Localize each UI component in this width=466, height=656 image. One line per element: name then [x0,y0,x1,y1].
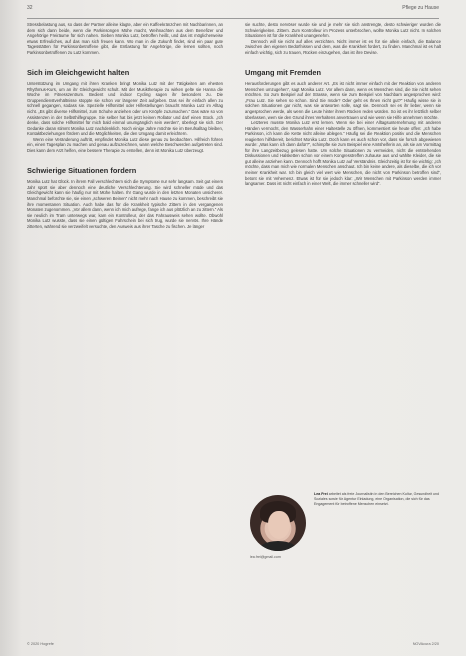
header-rule [27,18,439,19]
section-title: Pflege zu Hause [402,5,439,11]
heading-schwierige-situationen: Schwierige Situationen fordern [27,166,137,176]
paragraph: Dennoch will sie nicht auf alles verzichten. Nicht immer ist es für sie allein einfach, die Balance zwischen den eigenen Bedürfnissen und dem, was die Krankheit fordert, zu finden. Manchmal ist es halt einfach wichtig, sich zu trauen, Rücken einzugehen, das ist ihre Devise. [245,38,441,55]
page-header [27,5,439,19]
paragraph: Wenn eine Veränderung auftritt, empfindet Monika Lutz diese genau zu beobachten. Hilfreich führen ein, einen Tagesplan zu machen und genau aufzuzeichnen, wann welche Beschwerden aufgetreten sind. Dies kann dem Arzt helfen, eine bessere Therapie zu erstellen, denn ist Monika Lutz überzeugt. [27,136,223,153]
author-box [250,492,440,562]
paragraph: Letzteres musste Monika Lutz erst lernen. Wenn sie bei einer Alltagsunternehmung mit anderen Händen vermocht, den Wasserhahn einer Haltestelle zu öffnen, kommentiert sie heute offen: „Ich habe Parkinson, ich kann die Kette nicht alleine ablegen.“ Häufig sei die Reaktion positiv und die Menschen reagierten hilfsbereit, berichtet Monika Lutz. Doch kann es auch schon vor, dass sie forsch abgewiesen wurde: „Was kann ich dann dafür?“, schimpfte sie zum Beispiel eine Amtshelferin an, als sie am Vormittag für ihre Langzeitbezug gelesen hatte. Um solche Situationen zu vermeiden, nicht die entstehenden Diskussionen und Halsketten schon vor einem Kongresstreffen zuhause aus und wählte Kleider, die sie gut alleine anziehen kann. Dennoch hofft Monika Lutz auf Verständnis. Gleichzeitig ist für sie wichtig: „Ich möchte, dass man mich wie normalen Menschen anschaut. Ich bin keine andere, als dieselbe, die ich vor meiner Krankheit war. Ich bin gleich viel wert wie Menschen, die nicht von Parkinson betroffen sind“, betont sie mit Vehemenz. Etwas ist für sie jedoch klar: „Wir Menschen mit Parkinson werden immer langsamer. Dass ist nicht einfach in einer Welt, die immer schneller wird“. [245,120,441,187]
author-email: lea.frei@gmail.com [250,555,281,559]
paragraph: Herausforderungen gibt es auch anderer Art. „Es ist nicht immer einfach mit der Reaktion von anderen Menschen umzugehen“, sagt Monika Lutz. Vor allem dann, wenn es Menschen sind, die Sie nicht sehen möchten. So zum Beispiel auf der Strasse, wenn sie zum Beispiel von Nachbarn angesprochen wird: „Frau Lutz. Sie sehen so schon. Sind Sie müde? Oder geht es Ihnen nicht gut?“ Häufig wisse sie in solchen Situationen gar nicht, was sie antworten solle, sagt sie. Dennoch sei es ihr lieber, wenn sie angesprochen werde, als wenn die Leute hinter ihrem Rücken reden würden. So ist es ihr letztlich selber überlassen, wem sie den Grund ihres Verhaltens anvertrauen und wie wenn sie Hilfe annehmen möchte. [245,81,441,120]
left-column [27,22,223,229]
copyright: © 2020 Hogrefe [27,642,54,646]
heading-umgang-mit-fremden: Umgang mit Fremden [245,68,321,78]
heading-gleichgewicht: Sich im Gleichgewicht halten [27,68,130,78]
paragraph: Monika Lutz hat Glück. In ihrem Fall verschlechtern sich die Symptome nur sehr langsam. Seit gut einem Jahr spürt sie aber dennoch eine deutliche Verschlechterung. Sie wird schneller müde und das Gleichgewicht kann sie häufig nur mit Mühe halten. Ihr Gang wurde in den letzten Monaten unsicherer. Manchmal befürchte sie, sie einen „schweren Beinen“ nicht mehr nach Hause zu kommen, beschreibt sie ihre momentanen Situation. Auch habe das für die Krankheit typische Zittern in den vergangenen Monaten zugenommen. „Vor allem dann, wenn ich mich aufrege, fange ich aus plötzlich an zu zittern.“ Als sie neulich im Tram unterwegs war, kam ein Kontrolleur, der das Fahrausweis sehen wollte. Obwohl Monika Lutz wusste, dass sie einen gültigen Fahrschein bei sich trug, wurde sie nervös. Ihre Hände zitterten, während sie verzweifelt versuchte, den Ausweis aus ihrer Tasche zu fischen. Je länger [27,179,223,229]
author-avatar [250,495,306,551]
page-footer [27,642,439,650]
left-intro-paragraph: Stressbelastung aus, so dass der Partner alleine klagte, aber ein Kaffeekränzchen mit Nachbarinnen, an dem sich dann beide, wenn die Parkinsongen Mühe macht, Weihnachten aus dem Benefizer und Angehörige Freiräume für sich nahen. Sieben Monika Lutz, betroffen heißt, und das ist möglicherweise etwas Erfreuliches, auf das man sich freuen kann. Wo man in die Zukunft findet, sind ein paar gute Tagesstätten für Parkinsonbetroffene gibt, die Entlastung für Angehörige, die lernen sollten, noch Parkinsonbetroffenen zu Lutz kommen. [27,22,223,55]
right-column [245,22,441,187]
author-bio [314,492,442,508]
author-bio-text: arbeitet als freie Journalistin in den Bereichen Kultur, Gesundheit und Soziales sowie für Agentur Einladung, eine Organisation, die sich für das Engagement für betroffene Menschen einsetzt. [314,492,440,507]
page-number: 32 [27,5,33,11]
right-intro-paragraph: sie suchte, desto nervöser wurde sie und je mehr sie sich anstrengte, desto schwieriger wurden die Schwierigkeiten. Zittern. Zum Kontrolleur im Prozess unterbrochen, wollte Monika Lutz nicht. In solchen Situationen ist für die Krankheit unangenehm. [245,22,441,39]
author-name: Lea Frei [314,492,329,496]
issue-label: NOVAcura 2/20 [412,642,439,646]
paragraph: Unterstützung im Umgang mit ihren Kranken bringt Monika Lutz mit der Tätigkeiten am ehesten Rhythmus-Kurs, um an ihr Gleichgewicht schult. Mit der Musiktherapie zu wirken gelte sie Hanna die Woche im Fitnesszentrum. Bedient und indoor Cycling sagen ihr besonders zu. Die Gruppendienstverhältnisse stoppte sie schon vor längerer Zeit aufgeben. Das sei ihr einfach allen zu schnell gegangen, sodass sie. Spezielle Hilfsmittel oder Hilfestellungen braucht Monika Lutz im Alltag nicht. „Es gibt diverse Hilfsmittel, zum Schuhe anziehen oder um Knöpfe zuzumachen.“ Das wäre so von Assistenzen in der Selbsthilfegruppe. Sie selber hat bis jetzt keinen Rollator und darf einen Stock. „Ich denke, dass solche Hilfsmittel für mich bald einmal unumgänglich sein werden“, überlegt sie sich. Der Gedanke daran stimmt Monika Lutz nachdenklich. Noch einige Jahre möchte sie im Berufsalltag bleiben, Kontaktbeziehungen fördern und die Möglichkeiten, die den Umgang damit erleichtern. [27,81,223,137]
page-fold-shadow [0,0,22,656]
